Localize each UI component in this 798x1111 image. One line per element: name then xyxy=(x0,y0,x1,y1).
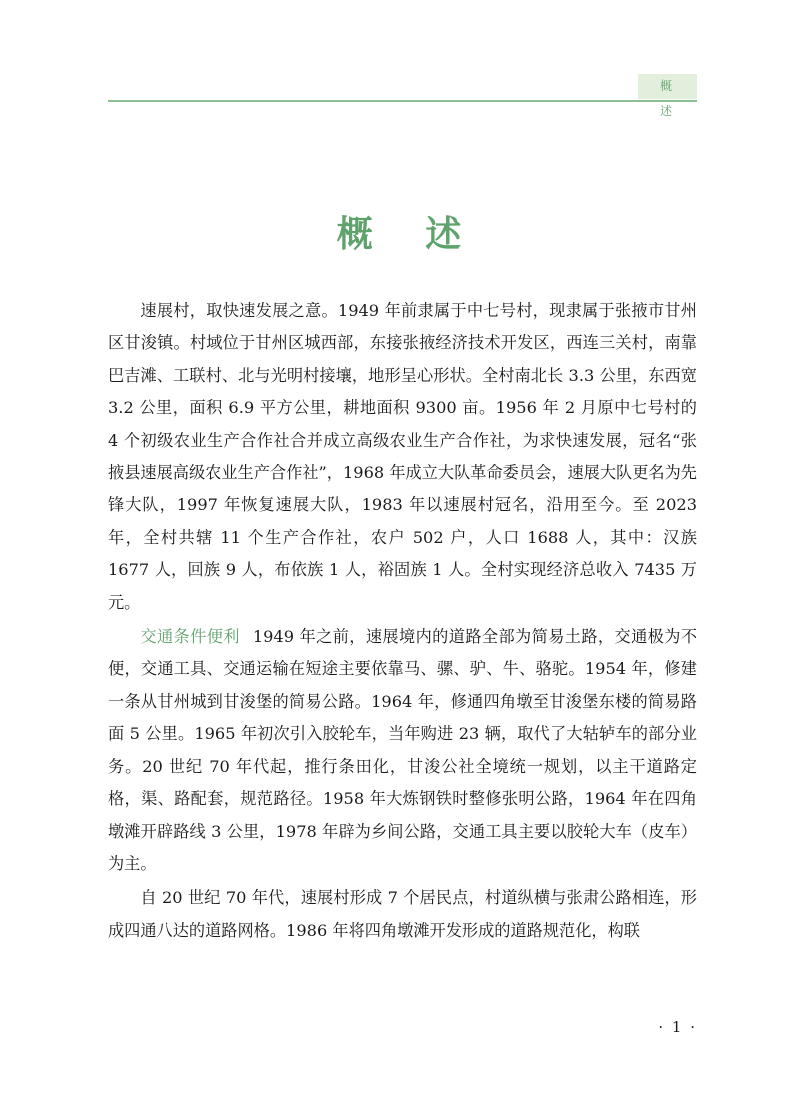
paragraph-transport xyxy=(108,621,697,880)
page-number: · 1 · xyxy=(658,1018,697,1036)
chapter-title: 概 述 xyxy=(336,213,482,255)
paragraph-roads-text: 自 20 世纪 70 年代，速展村形成 7 个居民点，村道纵横与张肃公路相连，形成四通八达的道路网格。1986 年将四角墩滩开发形成的道路规范化，构联 xyxy=(108,888,697,940)
body-text xyxy=(108,295,697,949)
header-section-tag: 概 述 xyxy=(638,74,697,99)
paragraph-intro-text: 速展村，取快速发展之意。1949 年前隶属于中七号村，现隶属于张掖市甘州区甘浚镇。村域位于甘州区城西部，东接张掖经济技术开发区，西连三关村，南靠巴吉滩、工联村、北与光明村接壤，地形呈心形状。全村南北长 3.3 公里，东西宽 3.2 公里，面积 6.9 平方公里，耕地面积 9300 亩。1956 年 2 月原中七号村的 4 个初级农业生产合作社合并成立高级农业生产合作社，为求快速发展，冠名“张掖县速展高级农业生产合作社”，1968 年成立大队革命委员会，速展大队更名为先锋大队，1997 年恢复速展大队，1983 年以速展村冠名，沿用至今。至 2023 年，全村共辖 11 个生产合作社，农户 502 户，人口 1688 人，其中：汉族 1677 人，回族 9 人，布依族 1 人，裕固族 1 人。全村实现经济总收入 7435 万元。 xyxy=(108,301,697,612)
paragraph-intro xyxy=(108,295,697,619)
paragraph-transport-text: 1949 年之前，速展境内的道路全部为简易土路，交通极为不便，交通工具、交通运输在短途主要依靠马、骡、驴、牛、骆驼。1954 年，修建一条从甘州城到甘浚堡的简易公路。1964 年，修通四角墩至甘浚堡东楼的简易路面 5 公里。1965 年初次引入胶轮车，当年购进 23 辆，取代了大轱轳车的部分业务。20 世纪 70 年代起，推行条田化，甘浚公社全境统一规划，以主干道路定格，渠、路配套，规范路径。1958 年大炼钢铁时整修张明公路，1964 年在四角墩滩开辟路线 3 公里，1978 年辟为乡间公路，交通工具主要以胶轮大车（皮车）为主。 xyxy=(108,627,698,873)
paragraph-roads xyxy=(108,882,697,947)
header-rule xyxy=(108,100,697,102)
section-label-transport: 交通条件便利 xyxy=(140,627,240,647)
